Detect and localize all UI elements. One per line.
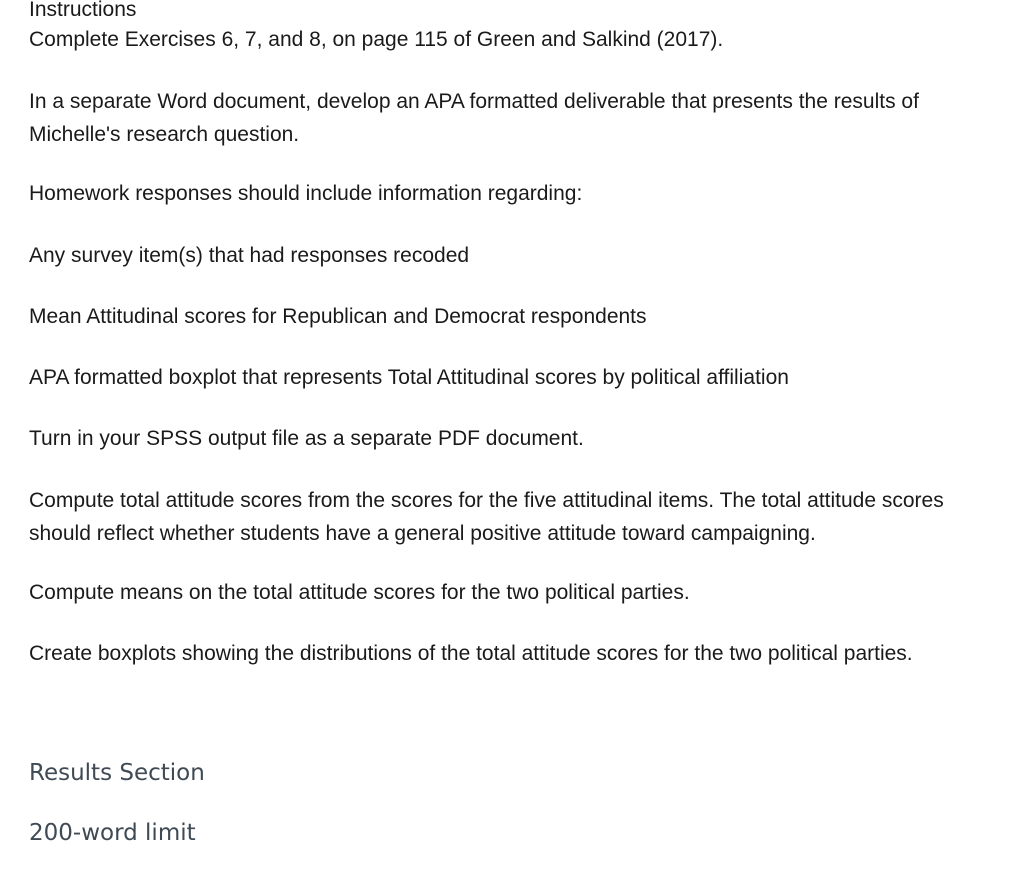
compute-total-instruction: Compute total attitude scores from the scores for the five attitudinal items. The total attitude scores should reflect whether students have a general positive attitude toward campaigning. (29, 489, 944, 545)
requirement-boxplot: APA formatted boxplot that represents Total Attitudinal scores by political affiliation (29, 366, 789, 389)
results-section-heading: Results Section (29, 760, 205, 786)
instructions-label: Instructions (29, 0, 137, 21)
include-heading: Homework responses should include information regarding: (29, 182, 583, 205)
deliverable-instruction: In a separate Word document, develop an APA formatted deliverable that presents the results of Michelle's research question. (29, 90, 919, 146)
compute-means-instruction: Compute means on the total attitude scores for the two political parties. (29, 581, 690, 604)
create-boxplots-instruction: Create boxplots showing the distributions of the total attitude scores for the two political parties. (29, 642, 913, 665)
requirement-mean-scores: Mean Attitudinal scores for Republican and Democrat respondents (29, 305, 647, 328)
word-limit-note: 200-word limit (29, 820, 196, 846)
exercise-instruction: Complete Exercises 6, 7, and 8, on page 115 of Green and Salkind (2017). (29, 28, 724, 51)
requirement-recoded-items: Any survey item(s) that had responses recoded (29, 244, 470, 267)
spss-output-instruction: Turn in your SPSS output file as a separate PDF document. (29, 427, 584, 450)
